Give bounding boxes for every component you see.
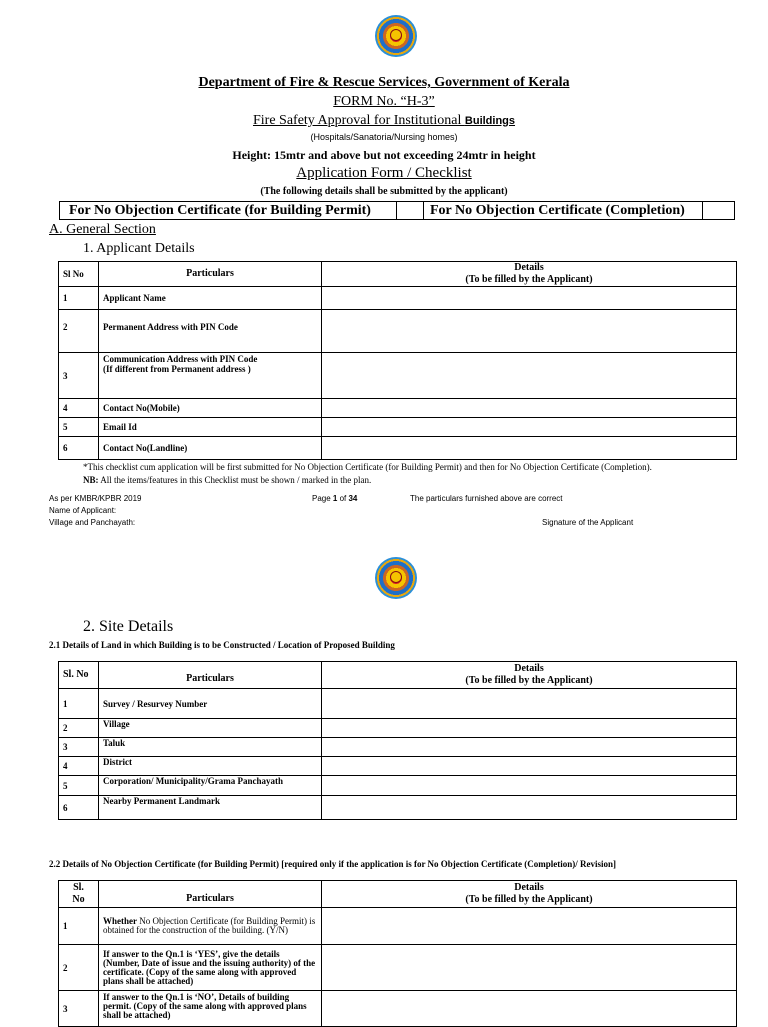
noc-details-subtitle: 2.2 Details of No Objection Certificate (for Building Permit) [required only if the application is for No Objection Certificate (Completion)/ Revision] <box>49 859 616 869</box>
row-label: Email Id <box>99 418 322 437</box>
landline-field[interactable] <box>322 437 737 460</box>
row-label-line1: Communication Address with PIN Code <box>103 354 258 364</box>
row-label-line2: (If different from Permanent address ) <box>103 364 251 374</box>
nb-text: All the items/features in this Checklist must be shown / marked in the plan. <box>98 475 372 485</box>
noc-obtained-field[interactable] <box>322 908 737 945</box>
divider <box>423 202 424 219</box>
details-header <box>322 881 737 908</box>
details-header <box>322 662 737 689</box>
checklist-footnote: *This checklist cum application will be first submitted for No Objection Certificate (for Building Permit) and then for No Objection Certificate (Completion). <box>83 462 652 472</box>
details-header <box>322 262 737 287</box>
row-number: 4 <box>59 757 99 776</box>
village-panchayath-label: Village and Panchayath: <box>49 518 136 527</box>
row-number: 1 <box>59 287 99 310</box>
mobile-field[interactable] <box>322 399 737 418</box>
row-label: Contact No(Landline) <box>99 437 322 460</box>
plan-note <box>83 475 371 485</box>
table-row <box>59 908 737 945</box>
signature-label: Signature of the Applicant <box>542 518 634 527</box>
row-label-lead: Whether <box>103 916 137 926</box>
table-header-row <box>59 262 737 287</box>
page-indicator <box>312 494 357 503</box>
table-row <box>59 437 737 460</box>
table-header-row <box>59 662 737 689</box>
submission-note: (The following details shall be submitted by the applicant) <box>260 186 508 197</box>
details-header-title: Details <box>514 663 544 674</box>
table-header-row <box>59 881 737 908</box>
row-number: 4 <box>59 399 99 418</box>
general-section-title: A. General Section <box>49 222 156 237</box>
row-label <box>99 353 322 399</box>
noc-certificate-details-field[interactable] <box>322 945 737 991</box>
noc-completion-label: For No Objection Certificate (Completion) <box>430 203 685 218</box>
village-field[interactable] <box>322 719 737 738</box>
row-number: 1 <box>59 689 99 719</box>
row-number: 6 <box>59 796 99 820</box>
table-row <box>59 310 737 353</box>
row-label: Corporation/ Municipality/Grama Panchayath <box>99 776 322 796</box>
survey-number-field[interactable] <box>322 689 737 719</box>
kerala-fire-emblem-logo <box>375 557 417 599</box>
applicant-details-table <box>58 261 737 460</box>
table-row <box>59 945 737 991</box>
particulars-header: Particulars <box>99 662 322 689</box>
form-number: FORM No. “H-3” <box>333 94 435 109</box>
row-label: Permanent Address with PIN Code <box>99 310 322 353</box>
details-header-sub: (To be filled by the Applicant) <box>465 675 593 686</box>
row-number: 3 <box>59 738 99 757</box>
declaration-text: The particulars furnished above are correct <box>410 494 563 503</box>
site-details-title: 2. Site Details <box>83 618 174 635</box>
row-number: 3 <box>59 991 99 1027</box>
noc-building-permit-label: For No Objection Certificate (for Building Permit) <box>69 203 371 218</box>
district-field[interactable] <box>322 757 737 776</box>
height-range: Height: 15mtr and above but not exceeding 24mtr in height <box>232 148 536 162</box>
table-row <box>59 738 737 757</box>
building-permit-details-field[interactable] <box>322 991 737 1027</box>
row-label: If answer to the Qn.1 is ‘NO’, Details of building permit. (Copy of the same along with approved plans shall be attached) <box>99 991 322 1027</box>
noc-option-row <box>59 201 735 220</box>
row-number: 6 <box>59 437 99 460</box>
row-label: Applicant Name <box>99 287 322 310</box>
land-details-subtitle: 2.1 Details of Land in which Building is to be Constructed / Location of Proposed Building <box>49 640 395 650</box>
row-number: 1 <box>59 908 99 945</box>
row-label: Survey / Resurvey Number <box>99 689 322 719</box>
row-number: 2 <box>59 945 99 991</box>
sl-no-header: Sl. No <box>59 662 99 689</box>
applicant-name-field[interactable] <box>322 287 737 310</box>
row-label-text: No Objection Certificate (for Building Permit) is obtained for the construction of the building. (Y/N) <box>103 916 316 935</box>
department-title: Department of Fire & Rescue Services, Government of Kerala <box>198 75 570 90</box>
table-row <box>59 399 737 418</box>
row-number: 5 <box>59 776 99 796</box>
page-total: 34 <box>348 494 358 503</box>
sl-no-header: Sl No <box>59 262 99 287</box>
details-header-title: Details <box>514 262 544 273</box>
particulars-header: Particulars <box>99 881 322 908</box>
email-field[interactable] <box>322 418 737 437</box>
site-details-table <box>58 661 737 820</box>
row-label: Taluk <box>99 738 322 757</box>
landmark-field[interactable] <box>322 796 737 820</box>
table-row <box>59 796 737 820</box>
row-label: Village <box>99 719 322 738</box>
row-label: Contact No(Mobile) <box>99 399 322 418</box>
table-row <box>59 353 737 399</box>
particulars-header: Particulars <box>99 262 322 287</box>
page-of: of <box>337 494 349 503</box>
table-row <box>59 991 737 1027</box>
local-body-field[interactable] <box>322 776 737 796</box>
table-row <box>59 689 737 719</box>
taluk-field[interactable] <box>322 738 737 757</box>
row-number: 2 <box>59 310 99 353</box>
row-label: If answer to the Qn.1 is ‘YES’, give the details (Number, Date of issue and the issuing authority) of the certificate. (Copy of the same along with approved plans shall be attached) <box>99 945 322 991</box>
permanent-address-field[interactable] <box>322 310 737 353</box>
row-label: Nearby Permanent Landmark <box>99 796 322 820</box>
applicant-details-title: 1. Applicant Details <box>83 241 195 256</box>
noc-completion-checkbox[interactable] <box>703 202 734 219</box>
row-label: District <box>99 757 322 776</box>
row-label <box>99 908 322 945</box>
communication-address-field[interactable] <box>322 353 737 399</box>
nb-label: NB: <box>83 475 99 485</box>
table-row <box>59 719 737 738</box>
page-prefix: Page <box>312 494 333 503</box>
details-header-sub: (To be filled by the Applicant) <box>465 894 593 905</box>
form-title-small: Buildings <box>464 115 516 127</box>
sl-header-line2: No <box>72 894 85 905</box>
table-row <box>59 776 737 796</box>
noc-building-permit-checkbox[interactable] <box>397 202 423 219</box>
form-title <box>0 113 768 129</box>
kerala-fire-emblem-logo <box>375 15 417 57</box>
application-form-heading: Application Form / Checklist <box>296 165 472 181</box>
sl-no-header <box>59 881 99 908</box>
table-row <box>59 418 737 437</box>
building-types: (Hospitals/Sanatoria/Nursing homes) <box>310 132 458 142</box>
details-header-title: Details <box>514 882 544 893</box>
row-number: 5 <box>59 418 99 437</box>
applicant-name-label: Name of Applicant: <box>49 506 117 515</box>
row-number: 3 <box>59 353 99 399</box>
form-title-main: Fire Safety Approval for Institutional <box>252 113 465 128</box>
sl-header-line1: Sl. <box>73 882 84 893</box>
noc-details-table <box>58 880 737 1027</box>
page-number: 1 <box>332 494 338 503</box>
row-number: 2 <box>59 719 99 738</box>
regulation-ref: As per KMBR/KPBR 2019 <box>49 494 142 503</box>
details-header-sub: (To be filled by the Applicant) <box>465 274 593 285</box>
table-row <box>59 757 737 776</box>
table-row <box>59 287 737 310</box>
